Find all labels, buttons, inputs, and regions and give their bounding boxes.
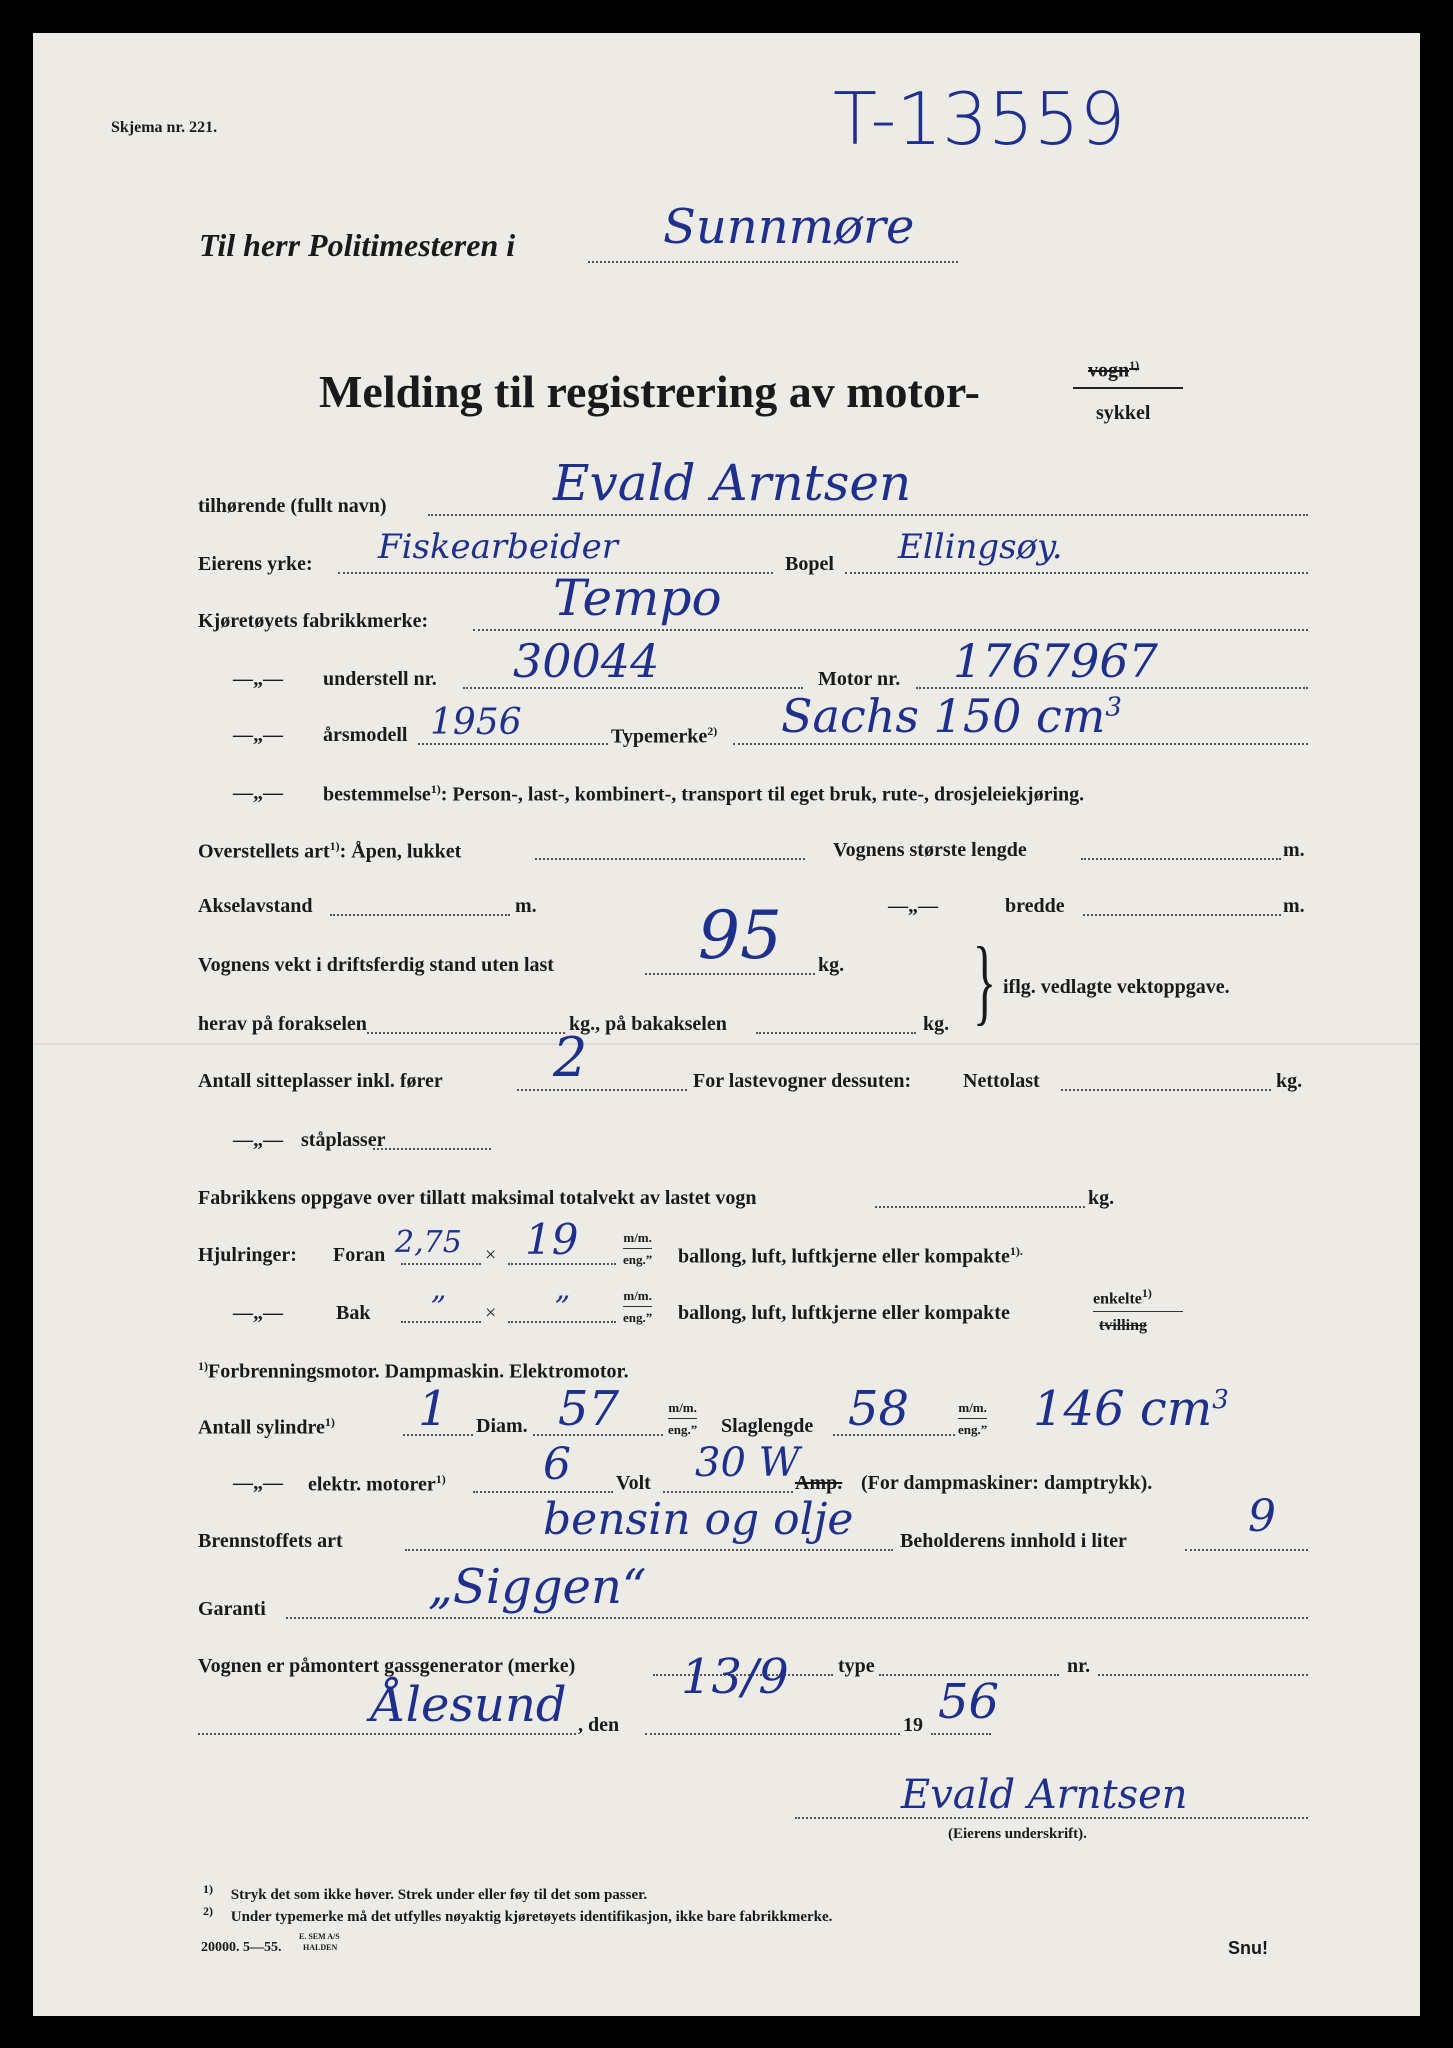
footnote-2-text: Under typemerke må det utfylles nøyaktig kjøretøyets identifikasjon, ikke bare fabrikkmerke. bbox=[230, 1909, 833, 1925]
body-label: Overstellets art bbox=[198, 840, 330, 863]
warranty-value: „Siggen“ bbox=[428, 1559, 647, 1615]
year-sign-line bbox=[931, 1733, 991, 1735]
max-length-unit: m. bbox=[1283, 839, 1305, 861]
motor-value: 1767967 bbox=[953, 634, 1158, 688]
year-ditto: —„— bbox=[233, 724, 283, 746]
footnote-2-mark: 2) bbox=[203, 1904, 213, 1918]
tank-value: 9 bbox=[1248, 1491, 1276, 1542]
century-label: 19 bbox=[903, 1714, 923, 1736]
year-line bbox=[418, 743, 608, 745]
gas-nr-label: nr. bbox=[1067, 1655, 1091, 1677]
tank-line bbox=[1185, 1549, 1308, 1551]
year-value: 1956 bbox=[430, 702, 522, 743]
gas-nr-line bbox=[1098, 1674, 1308, 1676]
signature-value: Evald Arntsen bbox=[901, 1772, 1188, 1818]
width-ditto: —„— bbox=[888, 895, 938, 917]
occupation-label: Eierens yrke: bbox=[198, 553, 313, 575]
printer-name-1: E. SEM A/S bbox=[299, 1932, 340, 1941]
wheels-front-unit bbox=[623, 1231, 652, 1266]
owner-name: Evald Arntsen bbox=[553, 454, 912, 512]
make-value: Tempo bbox=[553, 569, 722, 627]
owner-line bbox=[428, 514, 1308, 516]
warranty-label: Garanti bbox=[198, 1598, 266, 1620]
residence-label: Bopel bbox=[785, 553, 834, 575]
title-option-struck bbox=[1088, 359, 1139, 381]
volt-label: Volt bbox=[616, 1472, 651, 1494]
wheels-rear-single-note: 1) bbox=[1141, 1286, 1152, 1300]
width-label: bredde bbox=[1005, 895, 1065, 917]
elec-line bbox=[473, 1491, 613, 1493]
type-line bbox=[733, 743, 1308, 745]
wheels-rear-w: „ bbox=[431, 1272, 447, 1307]
form-title: Melding til registrering av motor- bbox=[319, 366, 980, 417]
cyl-label bbox=[198, 1416, 335, 1438]
rear-axle-label: kg., på bakakselen bbox=[569, 1013, 727, 1035]
elec-value: 6 bbox=[543, 1439, 571, 1490]
cyl-label-text: Antall sylindre bbox=[198, 1416, 325, 1439]
tank-label: Beholderens innhold i liter bbox=[900, 1530, 1127, 1552]
width-line bbox=[1083, 914, 1281, 916]
title-option-struck-text: vogn bbox=[1088, 359, 1130, 382]
make-line bbox=[473, 629, 1308, 631]
gas-label: Vognen er påmontert gassgenerator (merke) bbox=[198, 1655, 576, 1677]
turn-label: Snu! bbox=[1228, 1938, 1268, 1958]
to-label: Til herr Politimesteren i bbox=[199, 227, 516, 263]
width-unit: m. bbox=[1283, 895, 1305, 917]
wheels-front-types-note: 1). bbox=[1009, 1244, 1023, 1258]
purpose-note: 1) bbox=[430, 782, 441, 796]
body-note: 1) bbox=[329, 839, 340, 853]
volume-value-sup: 3 bbox=[1212, 1385, 1229, 1415]
diam-value: 57 bbox=[558, 1381, 620, 1437]
district-value: Sunnmøre bbox=[663, 199, 915, 255]
district-line bbox=[588, 261, 958, 263]
volume-value bbox=[1033, 1381, 1229, 1437]
wheels-rear-double: tvilling bbox=[1099, 1317, 1148, 1334]
wheels-rear-single bbox=[1093, 1287, 1152, 1307]
year-label: årsmodell bbox=[323, 724, 408, 746]
chassis-label: understell nr. bbox=[323, 668, 437, 690]
wheels-rear-d-line bbox=[508, 1321, 616, 1323]
stroke-label: Slaglengde bbox=[721, 1415, 814, 1437]
wheels-rear-ditto: —„— bbox=[233, 1302, 283, 1324]
max-weight-unit: kg. bbox=[1088, 1187, 1115, 1209]
chassis-ditto: —„— bbox=[233, 668, 283, 690]
body-line bbox=[535, 858, 805, 860]
wheels-rear-w-line bbox=[401, 1321, 481, 1323]
engine-types bbox=[198, 1360, 629, 1382]
netload-line bbox=[1061, 1089, 1271, 1091]
make-label: Kjøretøyets fabrikkmerke: bbox=[198, 610, 429, 632]
chassis-value: 30044 bbox=[513, 634, 660, 688]
body-row bbox=[198, 840, 461, 862]
type-label-note: 2) bbox=[707, 724, 718, 738]
owner-label: tilhørende (fullt navn) bbox=[198, 495, 387, 517]
truck-label: For lastevogner dessuten: bbox=[693, 1070, 912, 1092]
wheels-front-types bbox=[678, 1245, 1023, 1267]
type-label-text: Typemerke bbox=[611, 725, 708, 748]
footnote-1-text: Stryk det som ikke høver. Strek under eller føy til det som passer. bbox=[230, 1887, 648, 1903]
axle-unit: m. bbox=[515, 895, 537, 917]
max-length-label: Vognens største lengde bbox=[833, 839, 1027, 861]
place-value: Ålesund bbox=[371, 1677, 567, 1733]
wheels-rear-unit bbox=[623, 1289, 652, 1324]
type-value-text: Sachs 150 cm bbox=[781, 689, 1106, 743]
wheels-front-w: 2,75 bbox=[395, 1225, 462, 1260]
title-option-struck-note: 1) bbox=[1129, 358, 1140, 372]
wheels-front-w-line bbox=[401, 1263, 481, 1265]
stroke-unit bbox=[958, 1401, 987, 1436]
form-sheet bbox=[33, 33, 1420, 2016]
wheels-rear-d: „ bbox=[555, 1272, 571, 1307]
type-value-sup: 3 bbox=[1105, 692, 1122, 723]
elec-label bbox=[308, 1473, 446, 1495]
occupation-value: Fiskearbeider bbox=[378, 527, 619, 567]
amp-label: Amp. bbox=[795, 1472, 843, 1494]
axle-line bbox=[330, 914, 510, 916]
seats-line bbox=[517, 1089, 687, 1091]
place-line bbox=[198, 1733, 576, 1735]
footnote-2 bbox=[203, 1905, 832, 1925]
diam-unit bbox=[668, 1401, 697, 1436]
weight-brace: } bbox=[973, 927, 997, 1034]
max-weight-line bbox=[875, 1206, 1085, 1208]
diam-unit-den: eng.” bbox=[668, 1422, 698, 1437]
diam-label: Diam. bbox=[476, 1415, 528, 1437]
stroke-unit-num: m/m. bbox=[958, 1401, 987, 1419]
standing-ditto: —„— bbox=[233, 1129, 283, 1151]
standing-line bbox=[373, 1148, 491, 1150]
stroke-value: 58 bbox=[848, 1381, 910, 1437]
wheels-front-times: × bbox=[485, 1244, 497, 1266]
wheels-front-unit-den: eng.” bbox=[623, 1252, 653, 1267]
den-label: , den bbox=[578, 1714, 620, 1736]
body-text: : Åpen, lukket bbox=[339, 840, 462, 863]
fuel-line bbox=[405, 1549, 893, 1551]
stroke-unit-den: eng.” bbox=[958, 1422, 988, 1437]
elec-label-text: elektr. motorer bbox=[308, 1473, 436, 1496]
axle-label: Akselavstand bbox=[198, 895, 313, 917]
fuel-label: Brennstoffets art bbox=[198, 1530, 343, 1552]
purpose-ditto: —„— bbox=[233, 782, 283, 804]
wheels-rear-unit-den: eng.” bbox=[623, 1310, 653, 1325]
file-number: T-13559 bbox=[833, 77, 1126, 161]
rear-axle-line bbox=[756, 1032, 916, 1034]
date-line bbox=[645, 1733, 900, 1735]
wheels-rear-divider bbox=[1093, 1311, 1183, 1312]
date-value: 13/9 bbox=[681, 1649, 789, 1705]
netload-unit: kg. bbox=[1276, 1070, 1303, 1092]
schema-label: Skjema nr. 221. bbox=[111, 119, 218, 136]
year-sign-value: 56 bbox=[938, 1674, 1000, 1730]
seats-label: Antall sitteplasser inkl. fører bbox=[198, 1070, 443, 1092]
residence-value: Ellingsøy. bbox=[898, 527, 1063, 567]
elec-label-note: 1) bbox=[435, 1472, 446, 1486]
elec-ditto: —„— bbox=[233, 1472, 283, 1494]
fuel-value: bensin og olje bbox=[543, 1494, 854, 1545]
gas-type-label: type bbox=[838, 1655, 875, 1677]
weight-unit: kg. bbox=[818, 954, 845, 976]
residence-line bbox=[845, 572, 1308, 574]
wheels-rear-times: × bbox=[485, 1302, 497, 1324]
paper-fold bbox=[33, 1043, 1420, 1045]
wheels-front-label: Foran bbox=[333, 1244, 386, 1266]
volt-value: 30 W bbox=[695, 1440, 800, 1486]
wheels-rear-types: ballong, luft, luftkjerne eller kompakte bbox=[678, 1302, 1010, 1324]
weight-per-label: iflg. vedlagte vektoppgave. bbox=[1003, 976, 1230, 998]
wheels-front-d: 19 bbox=[525, 1215, 579, 1264]
wheels-rear-unit-num: m/m. bbox=[623, 1289, 652, 1307]
cyl-label-note: 1) bbox=[324, 1415, 335, 1429]
wheels-rear-label: Bak bbox=[336, 1302, 371, 1324]
standing-label: ståplasser bbox=[301, 1129, 386, 1151]
printer-name-2: HALDEN bbox=[303, 1943, 338, 1952]
diam-unit-num: m/m. bbox=[668, 1401, 697, 1419]
volume-value-text: 146 cm bbox=[1033, 1381, 1213, 1437]
signature-caption: (Eierens underskrift). bbox=[948, 1826, 1087, 1842]
weight-label: Vognens vekt i driftsferdig stand uten last bbox=[198, 954, 554, 976]
wheels-front-unit-num: m/m. bbox=[623, 1231, 652, 1249]
type-value bbox=[781, 689, 1122, 743]
footnote-1-mark: 1) bbox=[203, 1882, 213, 1896]
motor-label: Motor nr. bbox=[818, 668, 901, 690]
footnote-1 bbox=[203, 1883, 647, 1903]
cyl-value: 1 bbox=[418, 1381, 449, 1437]
front-axle-label: herav på forakselen bbox=[198, 1013, 367, 1035]
printer-run: 20000. 5—55. bbox=[201, 1940, 282, 1955]
steam-label: (For dampmaskiner: damptrykk). bbox=[861, 1472, 1153, 1494]
volt-line bbox=[663, 1491, 793, 1493]
purpose-label: bestemmelse bbox=[323, 783, 431, 806]
wheels-front-types-text: ballong, luft, luftkjerne eller kompakte bbox=[678, 1245, 1010, 1268]
type-label bbox=[611, 725, 717, 747]
max-length-line bbox=[1081, 858, 1281, 860]
engine-types-text: Forbrenningsmotor. Dampmaskin. Elektromotor. bbox=[208, 1360, 629, 1383]
netload-label: Nettolast bbox=[963, 1070, 1040, 1092]
weight-value: 95 bbox=[698, 897, 782, 974]
front-axle-line bbox=[367, 1032, 565, 1034]
max-weight-label: Fabrikkens oppgave over tillatt maksimal totalvekt av lastet vogn bbox=[198, 1187, 757, 1209]
warranty-line bbox=[286, 1617, 1308, 1619]
title-divider bbox=[1073, 387, 1183, 389]
wheels-label: Hjulringer: bbox=[198, 1244, 297, 1266]
seats-value: 2 bbox=[553, 1026, 588, 1089]
rear-axle-unit: kg. bbox=[923, 1013, 950, 1035]
purpose-row bbox=[323, 783, 1084, 805]
purpose-text: : Person-, last-, kombinert-, transport til eget bruk, rute-, drosjeleiekjøring. bbox=[440, 783, 1085, 806]
wheels-rear-single-text: enkelte bbox=[1093, 1290, 1142, 1308]
engine-types-note: 1) bbox=[198, 1359, 208, 1373]
title-option-kept: sykkel bbox=[1096, 402, 1151, 424]
